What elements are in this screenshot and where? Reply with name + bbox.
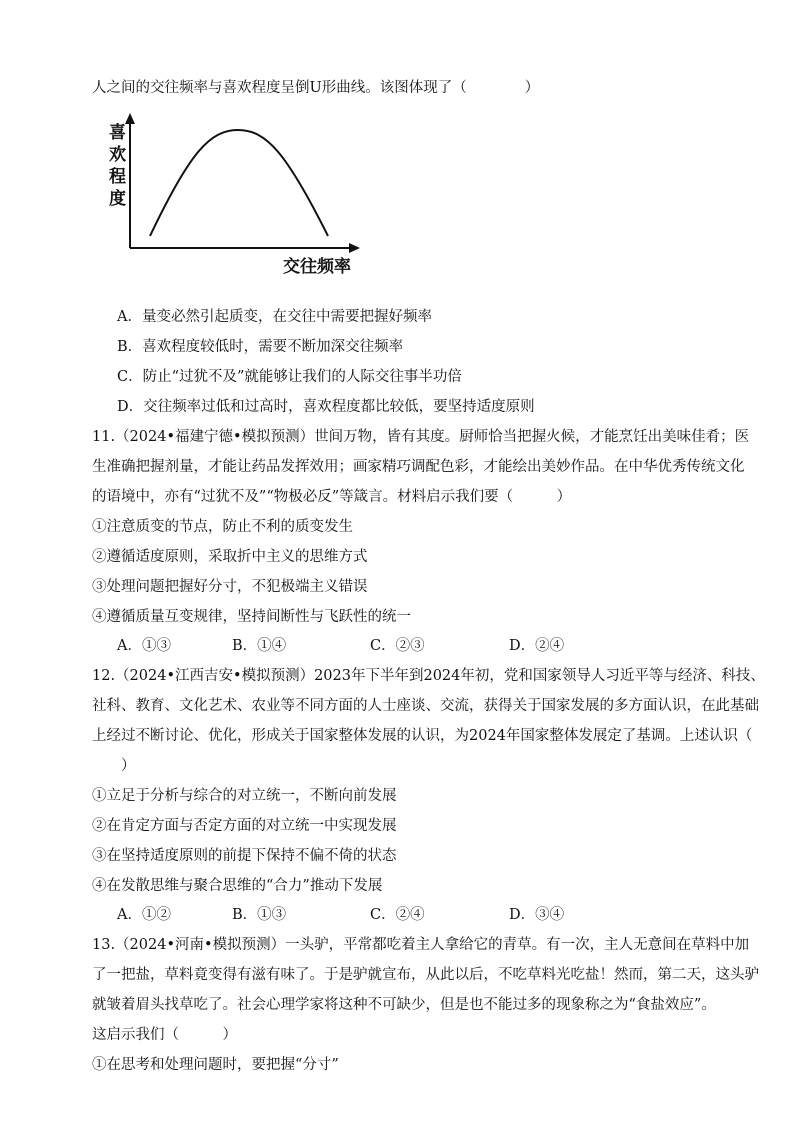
q12-stem-line-1: 12.（2024•江西吉安•模拟预测）2023年下半年到2024年初，党和国家领导人习近平等与经济、科技、 xyxy=(92,668,765,684)
q11-statement-1: ①注意质变的节点，防止不利的质变发生 xyxy=(92,519,353,535)
q12-stem-line-4: ） xyxy=(92,758,136,774)
q10-option-d: D．交往频率过低和过高时，喜欢程度都比较低，要坚持适度原则 xyxy=(117,399,535,415)
q11-stem-line-3: 的语境中，亦有“过犹不及”“物极必反”等箴言。材料启示我们要（ ） xyxy=(92,489,572,505)
q11-choice-a: A．①③ xyxy=(117,638,171,654)
q12-choice-d: D．③④ xyxy=(509,907,565,923)
question-10-stem: 人之间的交往频率与喜欢程度呈倒U形曲线。该图体现了（ ） xyxy=(92,80,540,96)
inverted-u-figure xyxy=(100,108,370,278)
inverted-u-chart xyxy=(100,108,370,278)
q12-choice-c: C．②④ xyxy=(370,907,425,923)
q11-statement-2: ②遵循适度原则，采取折中主义的思维方式 xyxy=(92,549,368,565)
q12-statement-2: ②在肯定方面与否定方面的对立统一中实现发展 xyxy=(92,818,397,834)
q12-statement-3: ③在坚持适度原则的前提下保持不偏不倚的状态 xyxy=(92,848,397,864)
q13-stem-line-4: 这启示我们（ ） xyxy=(92,1027,237,1043)
q10-option-b: B．喜欢程度较低时，需要不断加深交往频率 xyxy=(117,339,404,355)
q13-statement-1: ①在思考和处理问题时，要把握“分寸” xyxy=(92,1057,339,1073)
q13-stem-line-1: 13.（2024•河南•模拟预测）一头驴，平常都吃着主人拿给它的青草。有一次，主人无意间在草料中加 xyxy=(92,937,750,953)
q12-stem-line-3: 上经过不断讨论、优化，形成关于国家整体发展的认识，为2024年国家整体发展定了基调。上述认识（ xyxy=(92,728,753,744)
q11-choice-c: C．②③ xyxy=(370,638,425,654)
y-label-char-3: 程 xyxy=(109,167,126,187)
q13-stem-line-2: 了一把盐，草料竟变得有滋有味了。于是驴就宣布，从此以后，不吃草料光吃盐！然而，第二天，这头驴 xyxy=(92,967,759,983)
inverted-u-curve xyxy=(150,130,328,236)
q13-stem-line-3: 就皱着眉头找草吃了。社会心理学家将这种不可缺少，但是也不能过多的现象称之为“食盐效应”。 xyxy=(92,997,716,1013)
q11-stem-line-2: 生准确把握剂量，才能让药品发挥效用；画家精巧调配色彩，才能绘出美妙作品。在中华优秀传统文化 xyxy=(92,459,745,475)
q11-choice-d: D．②④ xyxy=(509,638,565,654)
q11-statement-4: ④遵循质量互变规律，坚持间断性与飞跃性的统一 xyxy=(92,609,411,625)
q11-choice-b: B．①④ xyxy=(232,638,287,654)
q12-choice-a: A．①② xyxy=(117,907,171,923)
q12-choice-b: B．①③ xyxy=(232,907,287,923)
x-axis-arrow xyxy=(349,243,360,253)
y-axis-arrow xyxy=(125,113,135,124)
q11-statement-3: ③处理问题把握好分寸，不犯极端主义错误 xyxy=(92,579,368,595)
q12-statement-4: ④在发散思维与聚合思维的“合力”推动下发展 xyxy=(92,878,383,894)
x-axis-label: 交往频率 xyxy=(283,257,351,277)
q11-stem-line-1: 11.（2024•福建宁德•模拟预测）世间万物，皆有其度。厨师恰当把握火候，才能烹饪出美味佳肴；医 xyxy=(92,429,750,445)
q12-stem-line-2: 社科、教育、文化艺术、农业等不同方面的人士座谈、交流，获得关于国家发展的多方面认识，在此基础 xyxy=(92,698,759,714)
q10-option-a: A．量变必然引起质变，在交往中需要把握好频率 xyxy=(117,309,432,325)
q10-option-c: C．防止“过犹不及”就能够让我们的人际交往事半功倍 xyxy=(117,369,462,385)
y-label-char-1: 喜 xyxy=(109,123,126,143)
y-label-char-2: 欢 xyxy=(109,145,126,165)
q12-statement-1: ①立足于分析与综合的对立统一，不断向前发展 xyxy=(92,788,397,804)
y-label-char-4: 度 xyxy=(109,189,126,209)
